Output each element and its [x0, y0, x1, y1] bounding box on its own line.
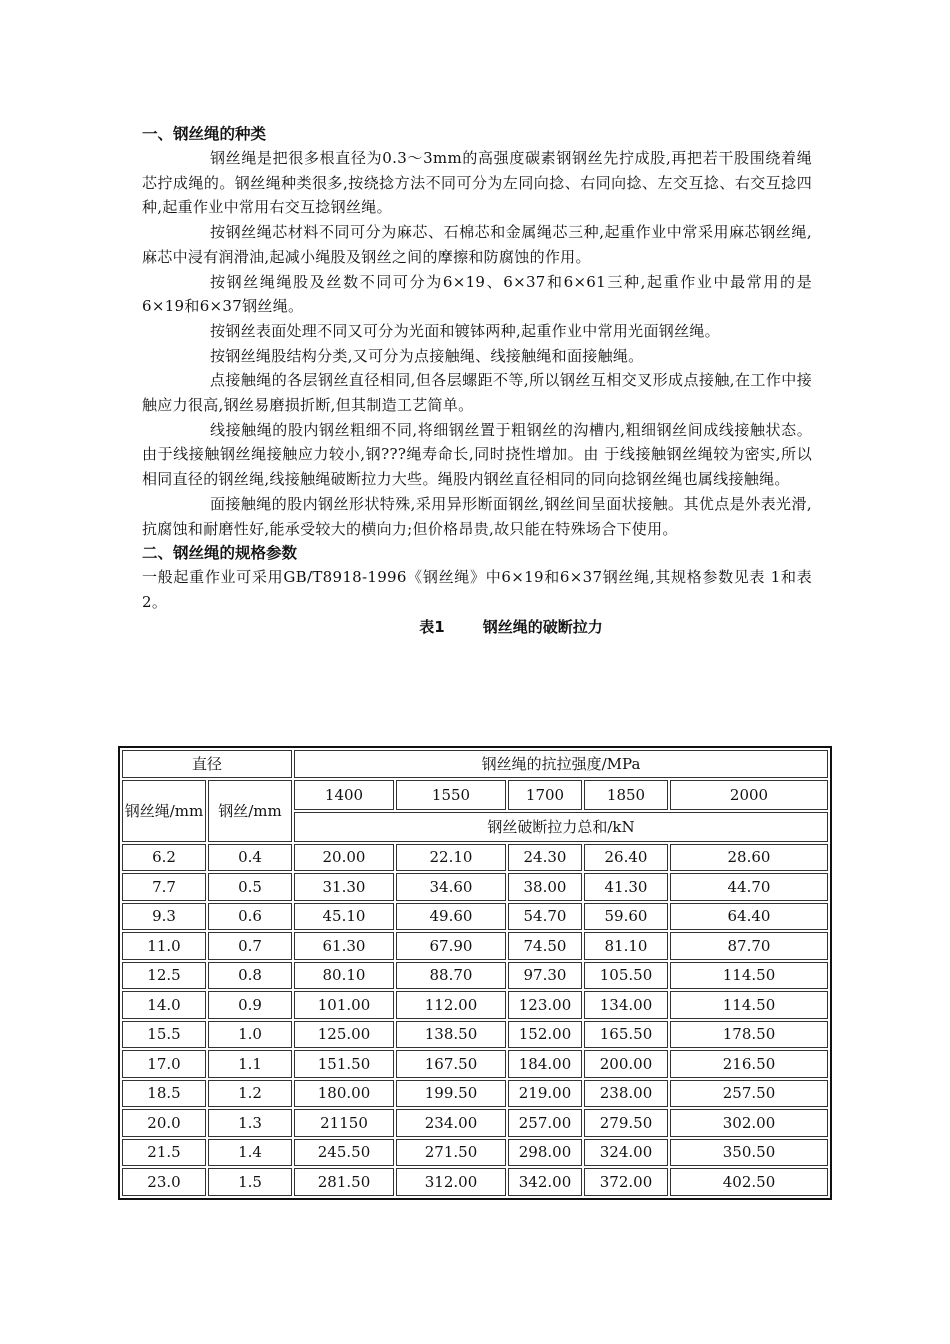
header-strength-value: 2000 — [670, 780, 828, 810]
table-cell: 45.10 — [294, 903, 394, 931]
table-cell: 61.30 — [294, 932, 394, 960]
breaking-force-table-wrapper — [118, 746, 832, 1200]
table-row — [122, 962, 828, 990]
paragraph: 钢丝绳是把很多根直径为0.3～3mm的高强度碳素钢钢丝先拧成股,再把若干股围绕着绳芯拧成绳的。钢丝绳种类很多,按绕捻方法不同可分为左同向捻、右同向捻、左交互捻、右交互捻四种,起重作业中常用右交互捻钢丝绳。 — [142, 149, 812, 217]
table-cell: 31.30 — [294, 873, 394, 901]
table-cell: 281.50 — [294, 1168, 394, 1196]
table-cell: 234.00 — [396, 1109, 506, 1137]
table-cell: 1.5 — [208, 1168, 292, 1196]
table-caption — [0, 615, 880, 639]
table-cell: 67.90 — [396, 932, 506, 960]
paragraph: 按钢丝绳股结构分类,又可分为点接触绳、线接触绳和面接触绳。 — [210, 346, 644, 365]
table-cell: 0.9 — [208, 991, 292, 1019]
section2-heading: 二、钢丝绳的规格参数 — [142, 544, 298, 563]
table-cell: 199.50 — [396, 1080, 506, 1108]
table-row — [122, 1021, 828, 1049]
table-cell: 165.50 — [584, 1021, 668, 1049]
header-diameter: 直径 — [122, 750, 292, 778]
table-header-row — [122, 780, 828, 810]
table-caption-title: 钢丝绳的破断拉力 — [482, 617, 603, 636]
section1-body — [142, 146, 812, 541]
table-cell: 298.00 — [508, 1139, 582, 1167]
table-cell: 87.70 — [670, 932, 828, 960]
table-cell: 0.7 — [208, 932, 292, 960]
header-strength-value: 1850 — [584, 780, 668, 810]
header-wire-diameter: 钢丝/mm — [208, 780, 292, 842]
table-cell: 279.50 — [584, 1109, 668, 1137]
table-cell: 74.50 — [508, 932, 582, 960]
table-cell: 257.50 — [670, 1080, 828, 1108]
table-cell: 200.00 — [584, 1050, 668, 1078]
table-cell: 7.7 — [122, 873, 206, 901]
paragraph: 点接触绳的各层钢丝直径相同,但各层螺距不等,所以钢丝互相交叉形成点接触,在工作中接触应力很高,钢丝易磨损折断,但其制造工艺简单。 — [142, 371, 812, 415]
table-caption-number: 表1 — [419, 617, 445, 636]
section2-paragraph: 一般起重作业可采用GB/T8918-1996《钢丝绳》中6×19和6×37钢丝绳,其规格参数见表 1和表2。 — [142, 568, 812, 611]
table-cell: 402.50 — [670, 1168, 828, 1196]
table-cell: 34.60 — [396, 873, 506, 901]
table-cell: 44.70 — [670, 873, 828, 901]
table-cell: 123.00 — [508, 991, 582, 1019]
table-cell: 64.40 — [670, 903, 828, 931]
header-force: 钢丝破断拉力总和/kN — [294, 812, 828, 842]
table-cell: 59.60 — [584, 903, 668, 931]
table-cell: 372.00 — [584, 1168, 668, 1196]
table-cell: 1.0 — [208, 1021, 292, 1049]
table-cell: 15.5 — [122, 1021, 206, 1049]
table-cell: 0.5 — [208, 873, 292, 901]
table-cell: 17.0 — [122, 1050, 206, 1078]
table-cell: 38.00 — [508, 873, 582, 901]
document-page — [142, 122, 812, 639]
table-cell: 324.00 — [584, 1139, 668, 1167]
table-cell: 11.0 — [122, 932, 206, 960]
table-cell: 21150 — [294, 1109, 394, 1137]
table-cell: 312.00 — [396, 1168, 506, 1196]
table-cell: 1.2 — [208, 1080, 292, 1108]
table-cell: 49.60 — [396, 903, 506, 931]
table-cell: 350.50 — [670, 1139, 828, 1167]
table-row — [122, 932, 828, 960]
table-cell: 20.00 — [294, 844, 394, 872]
section1-heading: 一、钢丝绳的种类 — [142, 125, 267, 143]
table-cell: 12.5 — [122, 962, 206, 990]
table-cell: 105.50 — [584, 962, 668, 990]
table-cell: 238.00 — [584, 1080, 668, 1108]
table-cell: 24.30 — [508, 844, 582, 872]
table-row — [122, 844, 828, 872]
table-cell: 81.10 — [584, 932, 668, 960]
table-row — [122, 991, 828, 1019]
table-cell: 216.50 — [670, 1050, 828, 1078]
table-cell: 26.40 — [584, 844, 668, 872]
breaking-force-table — [118, 746, 832, 1200]
table-row — [122, 873, 828, 901]
table-cell: 219.00 — [508, 1080, 582, 1108]
table-row — [122, 1050, 828, 1078]
table-cell: 180.00 — [294, 1080, 394, 1108]
table-cell: 342.00 — [508, 1168, 582, 1196]
header-strength-value: 1400 — [294, 780, 394, 810]
table-cell: 18.5 — [122, 1080, 206, 1108]
table-cell: 97.30 — [508, 962, 582, 990]
table-cell: 1.4 — [208, 1139, 292, 1167]
table-cell: 184.00 — [508, 1050, 582, 1078]
table-cell: 1.3 — [208, 1109, 292, 1137]
table-cell: 41.30 — [584, 873, 668, 901]
table-cell: 101.00 — [294, 991, 394, 1019]
table-row — [122, 1168, 828, 1196]
paragraph: 面接触绳的股内钢丝形状特殊,采用异形断面钢丝,钢丝间呈面状接触。其优点是外表光滑,抗腐蚀和耐磨性好,能承受较大的横向力;但价格昂贵,故只能在特殊场合下使用。 — [142, 494, 812, 538]
table-cell: 152.00 — [508, 1021, 582, 1049]
header-strength-value: 1700 — [508, 780, 582, 810]
table-cell: 14.0 — [122, 991, 206, 1019]
table-cell: 22.10 — [396, 844, 506, 872]
table-row — [122, 903, 828, 931]
table-cell: 125.00 — [294, 1021, 394, 1049]
header-strength: 钢丝绳的抗拉强度/MPa — [294, 750, 828, 778]
table-cell: 167.50 — [396, 1050, 506, 1078]
table-cell: 23.0 — [122, 1168, 206, 1196]
table-cell: 88.70 — [396, 962, 506, 990]
table-cell: 20.0 — [122, 1109, 206, 1137]
table-cell: 0.8 — [208, 962, 292, 990]
table-cell: 28.60 — [670, 844, 828, 872]
table-cell: 21.5 — [122, 1139, 206, 1167]
table-cell: 271.50 — [396, 1139, 506, 1167]
table-cell: 1.1 — [208, 1050, 292, 1078]
table-cell: 134.00 — [584, 991, 668, 1019]
paragraph: 线接触绳的股内钢丝粗细不同,将细钢丝置于粗钢丝的沟槽内,粗细钢丝间成线接触状态。由于线接触钢丝绳接触应力较小,钢???绳寿命长,同时挠性增加。由 于线接触钢丝绳较为密实,所以相同直径的钢丝绳,线接触绳破断拉力大些。绳股内钢丝直径相同的同向捻钢丝绳也属线接触绳。 — [142, 420, 812, 489]
table-row — [122, 1139, 828, 1167]
table-cell: 0.4 — [208, 844, 292, 872]
paragraph: 按钢丝表面处理不同又可分为光面和镀钵两种,起重作业中常用光面钢丝绳。 — [210, 321, 720, 340]
table-cell: 54.70 — [508, 903, 582, 931]
table-row — [122, 1109, 828, 1137]
table-cell: 245.50 — [294, 1139, 394, 1167]
table-row — [122, 1080, 828, 1108]
table-cell: 114.50 — [670, 991, 828, 1019]
table-cell: 114.50 — [670, 962, 828, 990]
table-cell: 257.00 — [508, 1109, 582, 1137]
paragraph: 按钢丝绳芯材料不同可分为麻芯、石棉芯和金属绳芯三种,起重作业中常采用麻芯钢丝绳,麻芯中浸有润滑油,起减小绳股及钢丝之间的摩擦和防腐蚀的作用。 — [142, 223, 812, 266]
paragraph: 按钢丝绳绳股及丝数不同可分为6×19、6×37和6×61三种,起重作业中最常用的是6×19和6×37钢丝绳。 — [142, 272, 812, 316]
table-cell: 0.6 — [208, 903, 292, 931]
table-cell: 302.00 — [670, 1109, 828, 1137]
header-strength-value: 1550 — [396, 780, 506, 810]
header-rope-diameter: 钢丝绳/mm — [122, 780, 206, 842]
table-cell: 6.2 — [122, 844, 206, 872]
table-header-row — [122, 750, 828, 778]
table-cell: 9.3 — [122, 903, 206, 931]
table-cell: 138.50 — [396, 1021, 506, 1049]
table-cell: 178.50 — [670, 1021, 828, 1049]
table-cell: 80.10 — [294, 962, 394, 990]
table-cell: 112.00 — [396, 991, 506, 1019]
table-cell: 151.50 — [294, 1050, 394, 1078]
